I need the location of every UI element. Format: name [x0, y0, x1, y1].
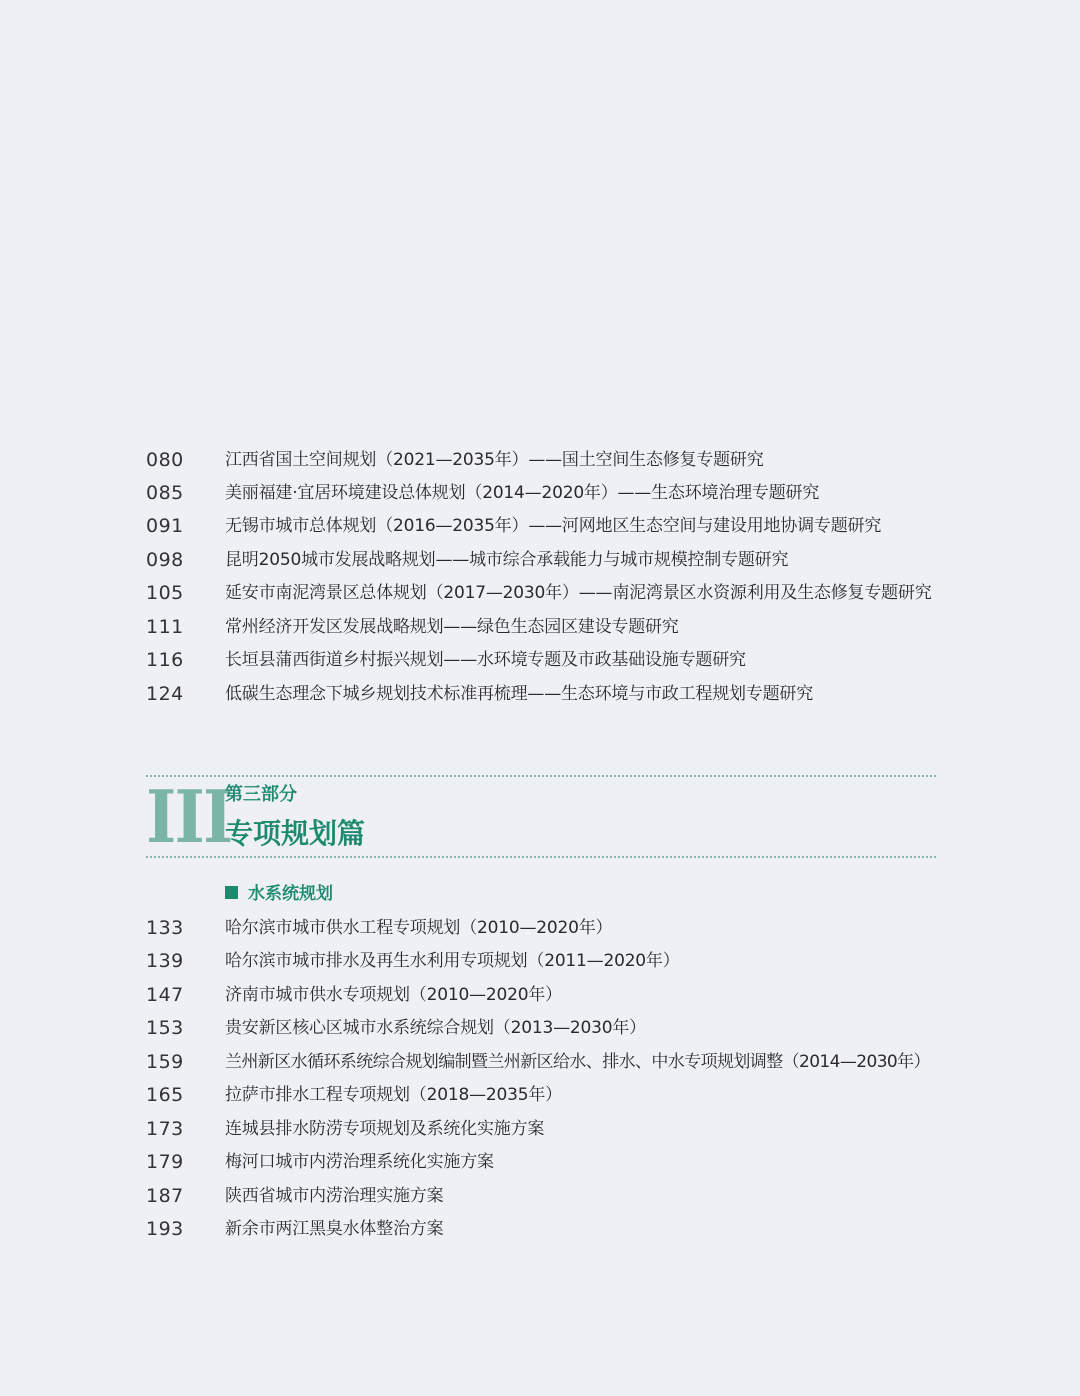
- toc-entry-title: 济南市城市供水专项规划（2010—2020年）: [225, 985, 562, 1005]
- toc-page-number: 147: [146, 984, 184, 1006]
- toc-page-number: 085: [146, 482, 184, 504]
- toc-entry[interactable]: [0, 545, 1080, 575]
- part-label: 第三部分: [225, 784, 297, 805]
- toc-entry[interactable]: [0, 478, 1080, 508]
- toc-entry[interactable]: [0, 612, 1080, 642]
- part-numeral: III: [146, 774, 232, 859]
- toc-page-number: 080: [146, 449, 184, 471]
- toc-entry-title: 连城县排水防涝专项规划及系统化实施方案: [225, 1119, 545, 1139]
- toc-entry-title: 无锡市城市总体规划（2016—2035年）——河网地区生态空间与建设用地协调专题研究: [225, 516, 882, 536]
- section-label: 水系统规划: [248, 884, 333, 904]
- square-bullet-icon: [225, 886, 238, 899]
- toc-page-number: 124: [146, 683, 184, 705]
- toc-page-number: 133: [146, 917, 184, 939]
- toc-entry-title: 长垣县蒲西街道乡村振兴规划——水环境专题及市政基础设施专题研究: [225, 650, 746, 670]
- toc-page-number: 165: [146, 1084, 184, 1106]
- toc-page-number: 159: [146, 1051, 184, 1073]
- toc-entry-title: 兰州新区水循环系统综合规划编制暨兰州新区给水、排水、中水专项规划调整（2014—2030年）: [225, 1052, 930, 1072]
- toc-page-number: 098: [146, 549, 184, 571]
- toc-entry[interactable]: [0, 1214, 1080, 1244]
- toc-entry-title: 延安市南泥湾景区总体规划（2017—2030年）——南泥湾景区水资源利用及生态修复专题研究: [225, 583, 932, 603]
- toc-entry[interactable]: [0, 1147, 1080, 1177]
- toc-page-number: 091: [146, 515, 184, 537]
- toc-entry[interactable]: [0, 445, 1080, 475]
- toc-page-number: 193: [146, 1218, 184, 1240]
- toc-entry[interactable]: [0, 1181, 1080, 1211]
- toc-page-number: 116: [146, 649, 184, 671]
- toc-entry-title: 低碳生态理念下城乡规划技术标准再梳理——生态环境与市政工程规划专题研究: [225, 684, 813, 704]
- toc-entry[interactable]: [0, 946, 1080, 976]
- toc-entry[interactable]: [0, 1013, 1080, 1043]
- toc-entry[interactable]: [0, 1114, 1080, 1144]
- toc-entry[interactable]: [0, 679, 1080, 709]
- divider-top: [146, 775, 936, 777]
- toc-entry[interactable]: [0, 1080, 1080, 1110]
- toc-entry-title: 哈尔滨市城市排水及再生水利用专项规划（2011—2020年）: [225, 951, 680, 971]
- toc-entry-title: 常州经济开发区发展战略规划——绿色生态园区建设专题研究: [225, 617, 679, 637]
- toc-page-number: 187: [146, 1185, 184, 1207]
- toc-page-number: 105: [146, 582, 184, 604]
- toc-entry-title: 哈尔滨市城市供水工程专项规划（2010—2020年）: [225, 918, 613, 938]
- toc-page-number: 139: [146, 950, 184, 972]
- toc-entry[interactable]: [0, 913, 1080, 943]
- toc-entry-title: 陕西省城市内涝治理实施方案: [225, 1186, 444, 1206]
- part-title: 专项规划篇: [225, 817, 366, 850]
- toc-page-number: 111: [146, 616, 184, 638]
- toc-entry[interactable]: [0, 511, 1080, 541]
- toc-entry[interactable]: [0, 1047, 1080, 1077]
- section-heading: [225, 880, 333, 908]
- toc-entry-title: 昆明2050城市发展战略规划——城市综合承载能力与城市规模控制专题研究: [225, 550, 789, 570]
- toc-entry-title: 梅河口城市内涝治理系统化实施方案: [225, 1152, 494, 1172]
- divider-bottom: [146, 856, 936, 858]
- toc-entry-title: 新余市两江黑臭水体整治方案: [225, 1219, 444, 1239]
- toc-entry-title: 拉萨市排水工程专项规划（2018—2035年）: [225, 1085, 562, 1105]
- toc-entry-title: 贵安新区核心区城市水系统综合规划（2013—2030年）: [225, 1018, 646, 1038]
- toc-entry-title: 江西省国土空间规划（2021—2035年）——国土空间生态修复专题研究: [225, 450, 764, 470]
- toc-entry-title: 美丽福建·宜居环境建设总体规划（2014—2020年）——生态环境治理专题研究: [225, 483, 820, 503]
- toc-page-number: 179: [146, 1151, 184, 1173]
- toc-page-number: 173: [146, 1118, 184, 1140]
- toc-entry[interactable]: [0, 645, 1080, 675]
- toc-entry[interactable]: [0, 980, 1080, 1010]
- toc-entry[interactable]: [0, 578, 1080, 608]
- toc-page-number: 153: [146, 1017, 184, 1039]
